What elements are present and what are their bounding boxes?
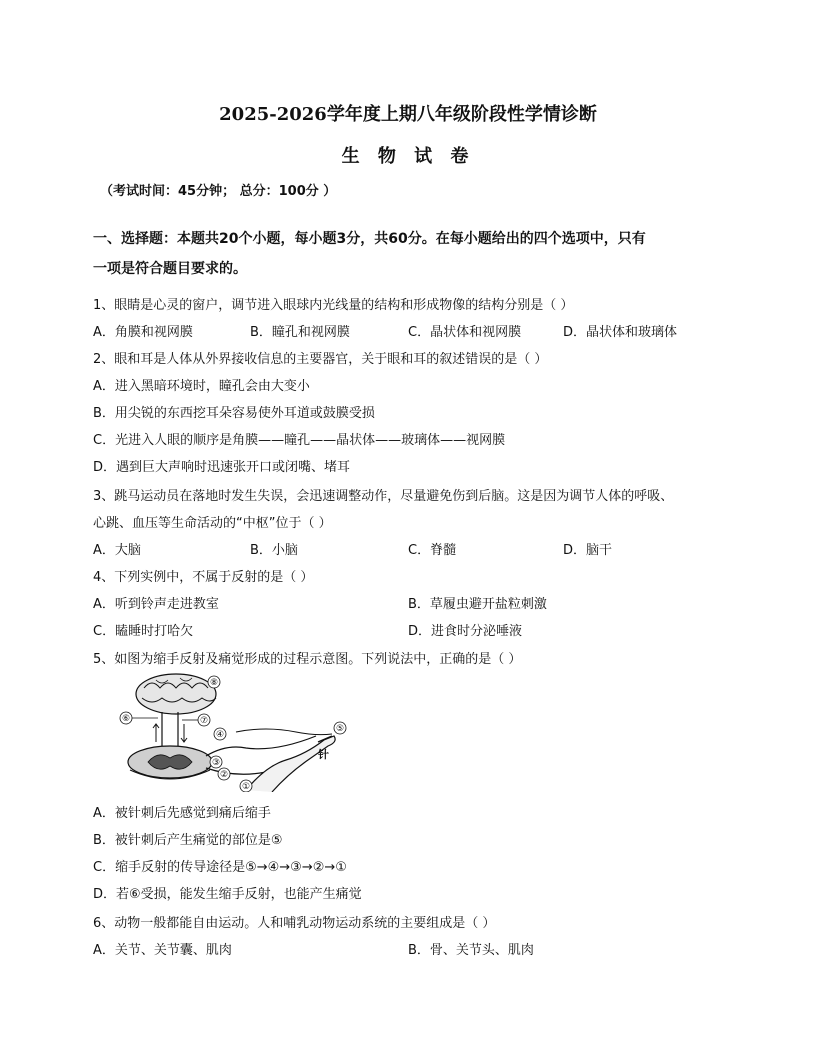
question-3-option-d: D．脑干 xyxy=(563,543,613,558)
question-1-option-b: B．瞳孔和视网膜 xyxy=(250,325,350,340)
question-2-option-a: A．进入黑暗环境时，瞳孔会由大变小 xyxy=(93,379,310,394)
exam-subtitle: 生 物 试 卷 xyxy=(341,146,475,167)
label-1: ① xyxy=(241,782,251,792)
spinal-cord-illustration xyxy=(128,746,212,779)
question-2-stem: 2、眼和耳是人体从外界接收信息的主要器官，关于眼和耳的叙述错误的是（ ） xyxy=(93,352,548,367)
needle-label: 针 xyxy=(318,748,329,761)
question-1-option-d: D．晶状体和玻璃体 xyxy=(563,325,678,340)
question-1-option-c: C．晶状体和视网膜 xyxy=(408,325,522,340)
exam-title: 2025-2026学年度上期八年级阶段性学情诊断 xyxy=(219,104,597,125)
question-4-option-c: C．瞌睡时打哈欠 xyxy=(93,624,194,639)
label-8: ⑧ xyxy=(209,678,219,688)
label-7: ⑦ xyxy=(199,716,209,726)
question-5-stem: 5、如图为缩手反射及痛觉形成的过程示意图。下列说法中，正确的是（ ） xyxy=(93,652,522,667)
question-6-option-b: B．骨、关节头、肌肉 xyxy=(408,943,534,958)
label-2: ② xyxy=(219,770,229,780)
label-5: ⑤ xyxy=(335,724,345,734)
question-2-option-d: D．遇到巨大声响时迅速张开口或闭嘴、堵耳 xyxy=(93,460,351,475)
question-5-option-d: D．若⑥受损，能发生缩手反射，也能产生痛觉 xyxy=(93,887,362,902)
question-3-stem-line2: 心跳、血压等生命活动的“中枢”位于（ ） xyxy=(93,516,332,531)
label-4: ④ xyxy=(215,730,225,740)
label-6: ⑥ xyxy=(121,714,131,724)
section-heading-line1: 一、选择题：本题共20个小题，每小题3分，共60分。在每小题给出的四个选项中，只有 xyxy=(93,231,646,247)
label-3: ③ xyxy=(211,758,221,768)
question-3-option-a: A．大脑 xyxy=(93,543,141,558)
question-3-stem-line1: 3、跳马运动员在落地时发生失误，会迅速调整动作，尽量避免伤到后脑。这是因为调节人体的呼吸、 xyxy=(93,489,674,504)
question-2-option-b: B．用尖锐的东西挖耳朵容易使外耳道或鼓膜受损 xyxy=(93,406,375,421)
reflex-arc-diagram xyxy=(96,672,352,792)
question-5-option-a: A．被针刺后先感觉到痛后缩手 xyxy=(93,806,271,821)
section-heading-line2: 一项是符合题目要求的。 xyxy=(93,261,247,277)
question-6-stem: 6、动物一般都能自由运动。人和哺乳动物运动系统的主要组成是（ ） xyxy=(93,916,496,931)
question-6-option-a: A．关节、关节囊、肌肉 xyxy=(93,943,232,958)
brain-illustration xyxy=(136,674,219,714)
question-3-option-c: C．脊髓 xyxy=(408,543,457,558)
question-2-option-c: C．光进入人眼的顺序是角膜——瞳孔——晶状体——玻璃体——视网膜 xyxy=(93,433,506,448)
question-5-option-c: C．缩手反射的传导途径是⑤→④→③→②→① xyxy=(93,860,347,875)
question-4-option-d: D．进食时分泌唾液 xyxy=(408,624,523,639)
question-5-option-b: B．被针刺后产生痛觉的部位是⑤ xyxy=(93,833,283,848)
question-1-option-a: A．角膜和视网膜 xyxy=(93,325,193,340)
question-1-stem: 1、眼睛是心灵的窗户，调节进入眼球内光线量的结构和形成物像的结构分别是（ ） xyxy=(93,298,574,313)
question-4-option-a: A．听到铃声走进教室 xyxy=(93,597,219,612)
exam-info: （考试时间：45分钟； 总分：100分 ） xyxy=(100,184,337,199)
question-3-option-b: B．小脑 xyxy=(250,543,298,558)
question-4-stem: 4、下列实例中，不属于反射的是（ ） xyxy=(93,570,314,585)
question-4-option-b: B．草履虫避开盐粒刺激 xyxy=(408,597,547,612)
